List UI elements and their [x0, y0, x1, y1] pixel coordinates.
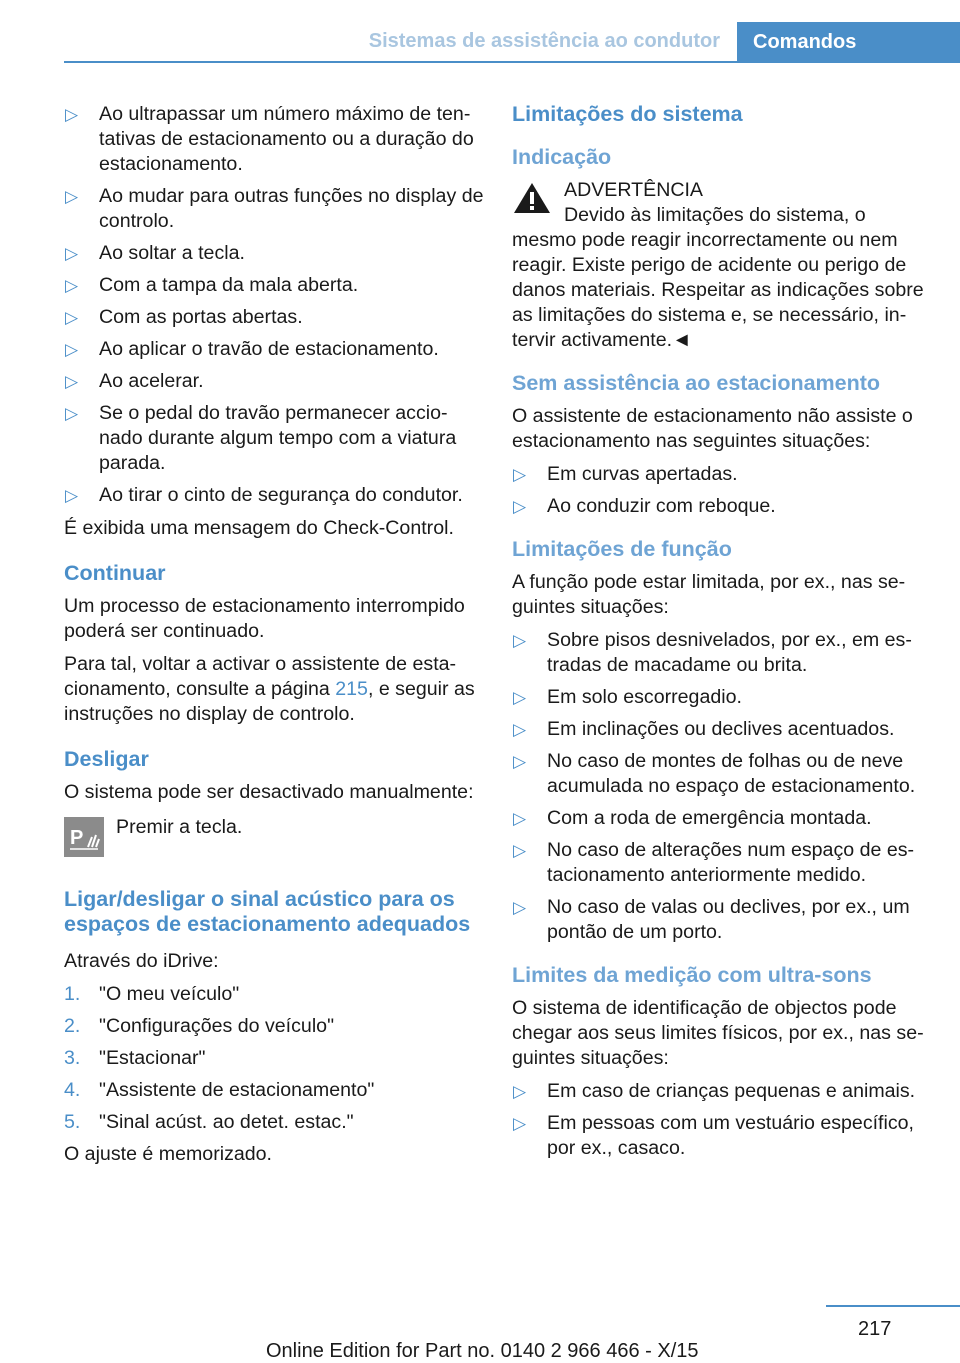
list-item-text: Ao conduzir com reboque.	[547, 495, 776, 517]
list-item-text: Com a tampa da mala aberta.	[99, 274, 359, 296]
warning-triangle-icon	[512, 180, 552, 216]
bullet-triangle-icon: ▷	[513, 752, 527, 771]
list-item	[512, 806, 932, 831]
step-text: "Estacionar"	[99, 1047, 206, 1069]
list-item	[512, 1111, 932, 1161]
bullet-triangle-icon: ▷	[65, 105, 79, 124]
list-item	[64, 369, 484, 394]
list-item	[64, 483, 484, 508]
list-item-text: Ao mudar para outras funções no display de controlo.	[99, 185, 484, 232]
step-item	[64, 1014, 484, 1039]
idrive-text: Através do iDrive:	[64, 950, 219, 972]
list-item	[64, 401, 484, 476]
button-instruction-text: Premir a tecla.	[116, 816, 243, 838]
func-list	[512, 628, 932, 945]
ultra-paragraph: O sistema de identificação de objectos pode chegar aos seus limites físicos, por ex., nas seguintes situações:	[512, 997, 924, 1069]
continuar-p2-start: Para tal, voltar a activar o assistente de estacionamento, consulte a página	[64, 653, 457, 700]
list-item	[64, 337, 484, 362]
list-item	[512, 717, 932, 742]
list-item	[512, 1079, 932, 1104]
desligar-paragraph: O sistema pode ser desactivado manualmente:	[64, 781, 474, 803]
right-column	[512, 102, 932, 1169]
list-item	[512, 462, 932, 487]
continuar-paragraph-1: Um processo de estacionamento interrompido poderá ser continuado.	[64, 595, 465, 642]
step-number: 5.	[64, 1111, 81, 1133]
step-number: 3.	[64, 1047, 81, 1069]
list-item-text: Ao soltar a tecla.	[99, 242, 245, 264]
header-rule	[64, 61, 960, 63]
step-text: "Configurações do veículo"	[99, 1015, 335, 1037]
ultra-heading: Limites da medição com ultra-sons	[512, 963, 872, 987]
list-item	[64, 305, 484, 330]
list-item-text: Em curvas apertadas.	[547, 463, 738, 485]
page-number: 217	[858, 1318, 892, 1340]
list-item-text: No caso de valas ou declives, por ex., um pontão de um porto.	[547, 896, 910, 943]
bullet-triangle-icon: ▷	[513, 465, 527, 484]
bullet-triangle-icon: ▷	[513, 497, 527, 516]
ligar-heading: Ligar/desligar o sinal acústico para os espaços de estacionamento adequados	[64, 887, 471, 936]
list-item-text: Em solo escorregadio.	[547, 686, 742, 708]
list-item	[512, 628, 932, 678]
list-item	[512, 838, 932, 888]
list-item-text: Sobre pisos desnivelados, por ex., em estradas de macadame ou brita.	[547, 629, 912, 676]
step-item	[64, 1110, 484, 1135]
step-number: 2.	[64, 1015, 81, 1037]
list-item-text: No caso de alterações num espaço de estacionamento anteriormente medido.	[547, 839, 915, 886]
step-number: 1.	[64, 983, 81, 1005]
continuar-paragraph-2	[64, 652, 484, 727]
sem-heading: Sem assistência ao estacionamento	[512, 371, 881, 395]
footer-rule	[826, 1305, 960, 1307]
edition-text: Online Edition for Part no. 0140 2 966 466 - X/15	[266, 1340, 699, 1362]
bullet-triangle-icon: ▷	[65, 486, 79, 505]
func-paragraph: A função pode estar limitada, por ex., nas seguintes situações:	[512, 571, 906, 618]
bullet-triangle-icon: ▷	[65, 340, 79, 359]
step-text: "O meu veículo"	[99, 983, 240, 1005]
list-item-text: Em pessoas com um vestuário específico, por ex., casaco.	[547, 1112, 914, 1159]
bullet-triangle-icon: ▷	[65, 404, 79, 423]
bullet-triangle-icon: ▷	[65, 187, 79, 206]
idrive-steps	[64, 982, 484, 1135]
step-item	[64, 982, 484, 1007]
list-item	[512, 494, 932, 519]
list-item	[64, 241, 484, 266]
list-item	[64, 184, 484, 234]
step-number: 4.	[64, 1079, 81, 1101]
sem-list	[512, 462, 932, 519]
warning-block	[512, 178, 932, 353]
list-item-text: No caso de montes de folhas ou de neve acumulada no espaço de estacionamento.	[547, 750, 916, 797]
list-item-text: Ao ultrapassar um número máximo de tentativas de estacionamento ou a duração do estacionamento.	[99, 103, 474, 175]
step-item	[64, 1078, 484, 1103]
deactivation-list	[64, 102, 484, 508]
warning-text-first: Devido às limitações do sistema, o	[564, 204, 866, 226]
list-item-text: Em caso de crianças pequenas e animais.	[547, 1080, 916, 1102]
bullet-triangle-icon: ▷	[65, 244, 79, 263]
continuar-p2-end: , e seguir as instruções no display de controlo.	[64, 678, 475, 725]
bullet-triangle-icon: ▷	[513, 898, 527, 917]
step-item	[64, 1046, 484, 1071]
list-item-text: Ao tirar o cinto de segurança do condutor.	[99, 484, 463, 506]
warning-title: ADVERTÊNCIA	[564, 179, 704, 201]
list-item	[64, 102, 484, 177]
page-header	[0, 0, 960, 62]
list-item-text: Em inclinações ou declives acentuados.	[547, 718, 895, 740]
list-item-text: Se o pedal do travão permanecer accionado durante algum tempo com a viatura parada.	[99, 402, 457, 474]
bullet-triangle-icon: ▷	[65, 372, 79, 391]
list-item-text: Com as portas abertas.	[99, 306, 303, 328]
list-item-text: Ao acelerar.	[99, 370, 204, 392]
indicacao-heading: Indicação	[512, 145, 612, 169]
ultra-list	[512, 1079, 932, 1161]
header-section-title: Sistemas de assistência ao condutor	[368, 30, 720, 52]
step-text: "Sinal acúst. ao detet. estac."	[99, 1111, 354, 1133]
list-item	[512, 685, 932, 710]
bullet-triangle-icon: ▷	[513, 809, 527, 828]
park-assist-button-icon	[64, 817, 104, 857]
bullet-triangle-icon: ▷	[513, 841, 527, 860]
continuar-heading: Continuar	[64, 561, 166, 585]
bullet-triangle-icon: ▷	[65, 276, 79, 295]
list-item-text: Com a roda de emergência montada.	[547, 807, 872, 829]
desligar-heading: Desligar	[64, 747, 149, 771]
button-instruction	[64, 813, 484, 857]
memorized-text: O ajuste é memorizado.	[64, 1143, 273, 1165]
bullet-triangle-icon: ▷	[513, 720, 527, 739]
bullet-triangle-icon: ▷	[513, 688, 527, 707]
warning-text-rest: mesmo pode reagir incorrectamente ou nem reagir. Existe perigo de acidente ou perigo de danos materiais. Respeitar as indicações sobre as limitações do sistema e, se necessário, intervir activamente.◄	[512, 229, 924, 351]
list-item	[512, 749, 932, 799]
list-item	[512, 895, 932, 945]
list-item-text: Ao aplicar o travão de estacionamento.	[99, 338, 439, 360]
limits-heading: Limitações do sistema	[512, 102, 743, 126]
header-chapter-tab: Comandos	[737, 22, 960, 62]
list-item	[64, 273, 484, 298]
bullet-triangle-icon: ▷	[513, 1114, 527, 1133]
left-column	[64, 102, 484, 1175]
sem-paragraph: O assistente de estacionamento não assiste o estacionamento nas seguintes situações:	[512, 405, 913, 452]
bullet-triangle-icon: ▷	[65, 308, 79, 327]
bullet-triangle-icon: ▷	[513, 1082, 527, 1101]
page-link-215[interactable]: 215	[335, 678, 368, 700]
func-heading: Limitações de função	[512, 537, 732, 561]
step-text: "Assistente de estacionamento"	[99, 1079, 375, 1101]
bullet-triangle-icon: ▷	[513, 631, 527, 650]
svg-text:P: P	[70, 827, 84, 849]
check-control-text: É exibida uma mensagem do Check-Control.	[64, 517, 454, 539]
